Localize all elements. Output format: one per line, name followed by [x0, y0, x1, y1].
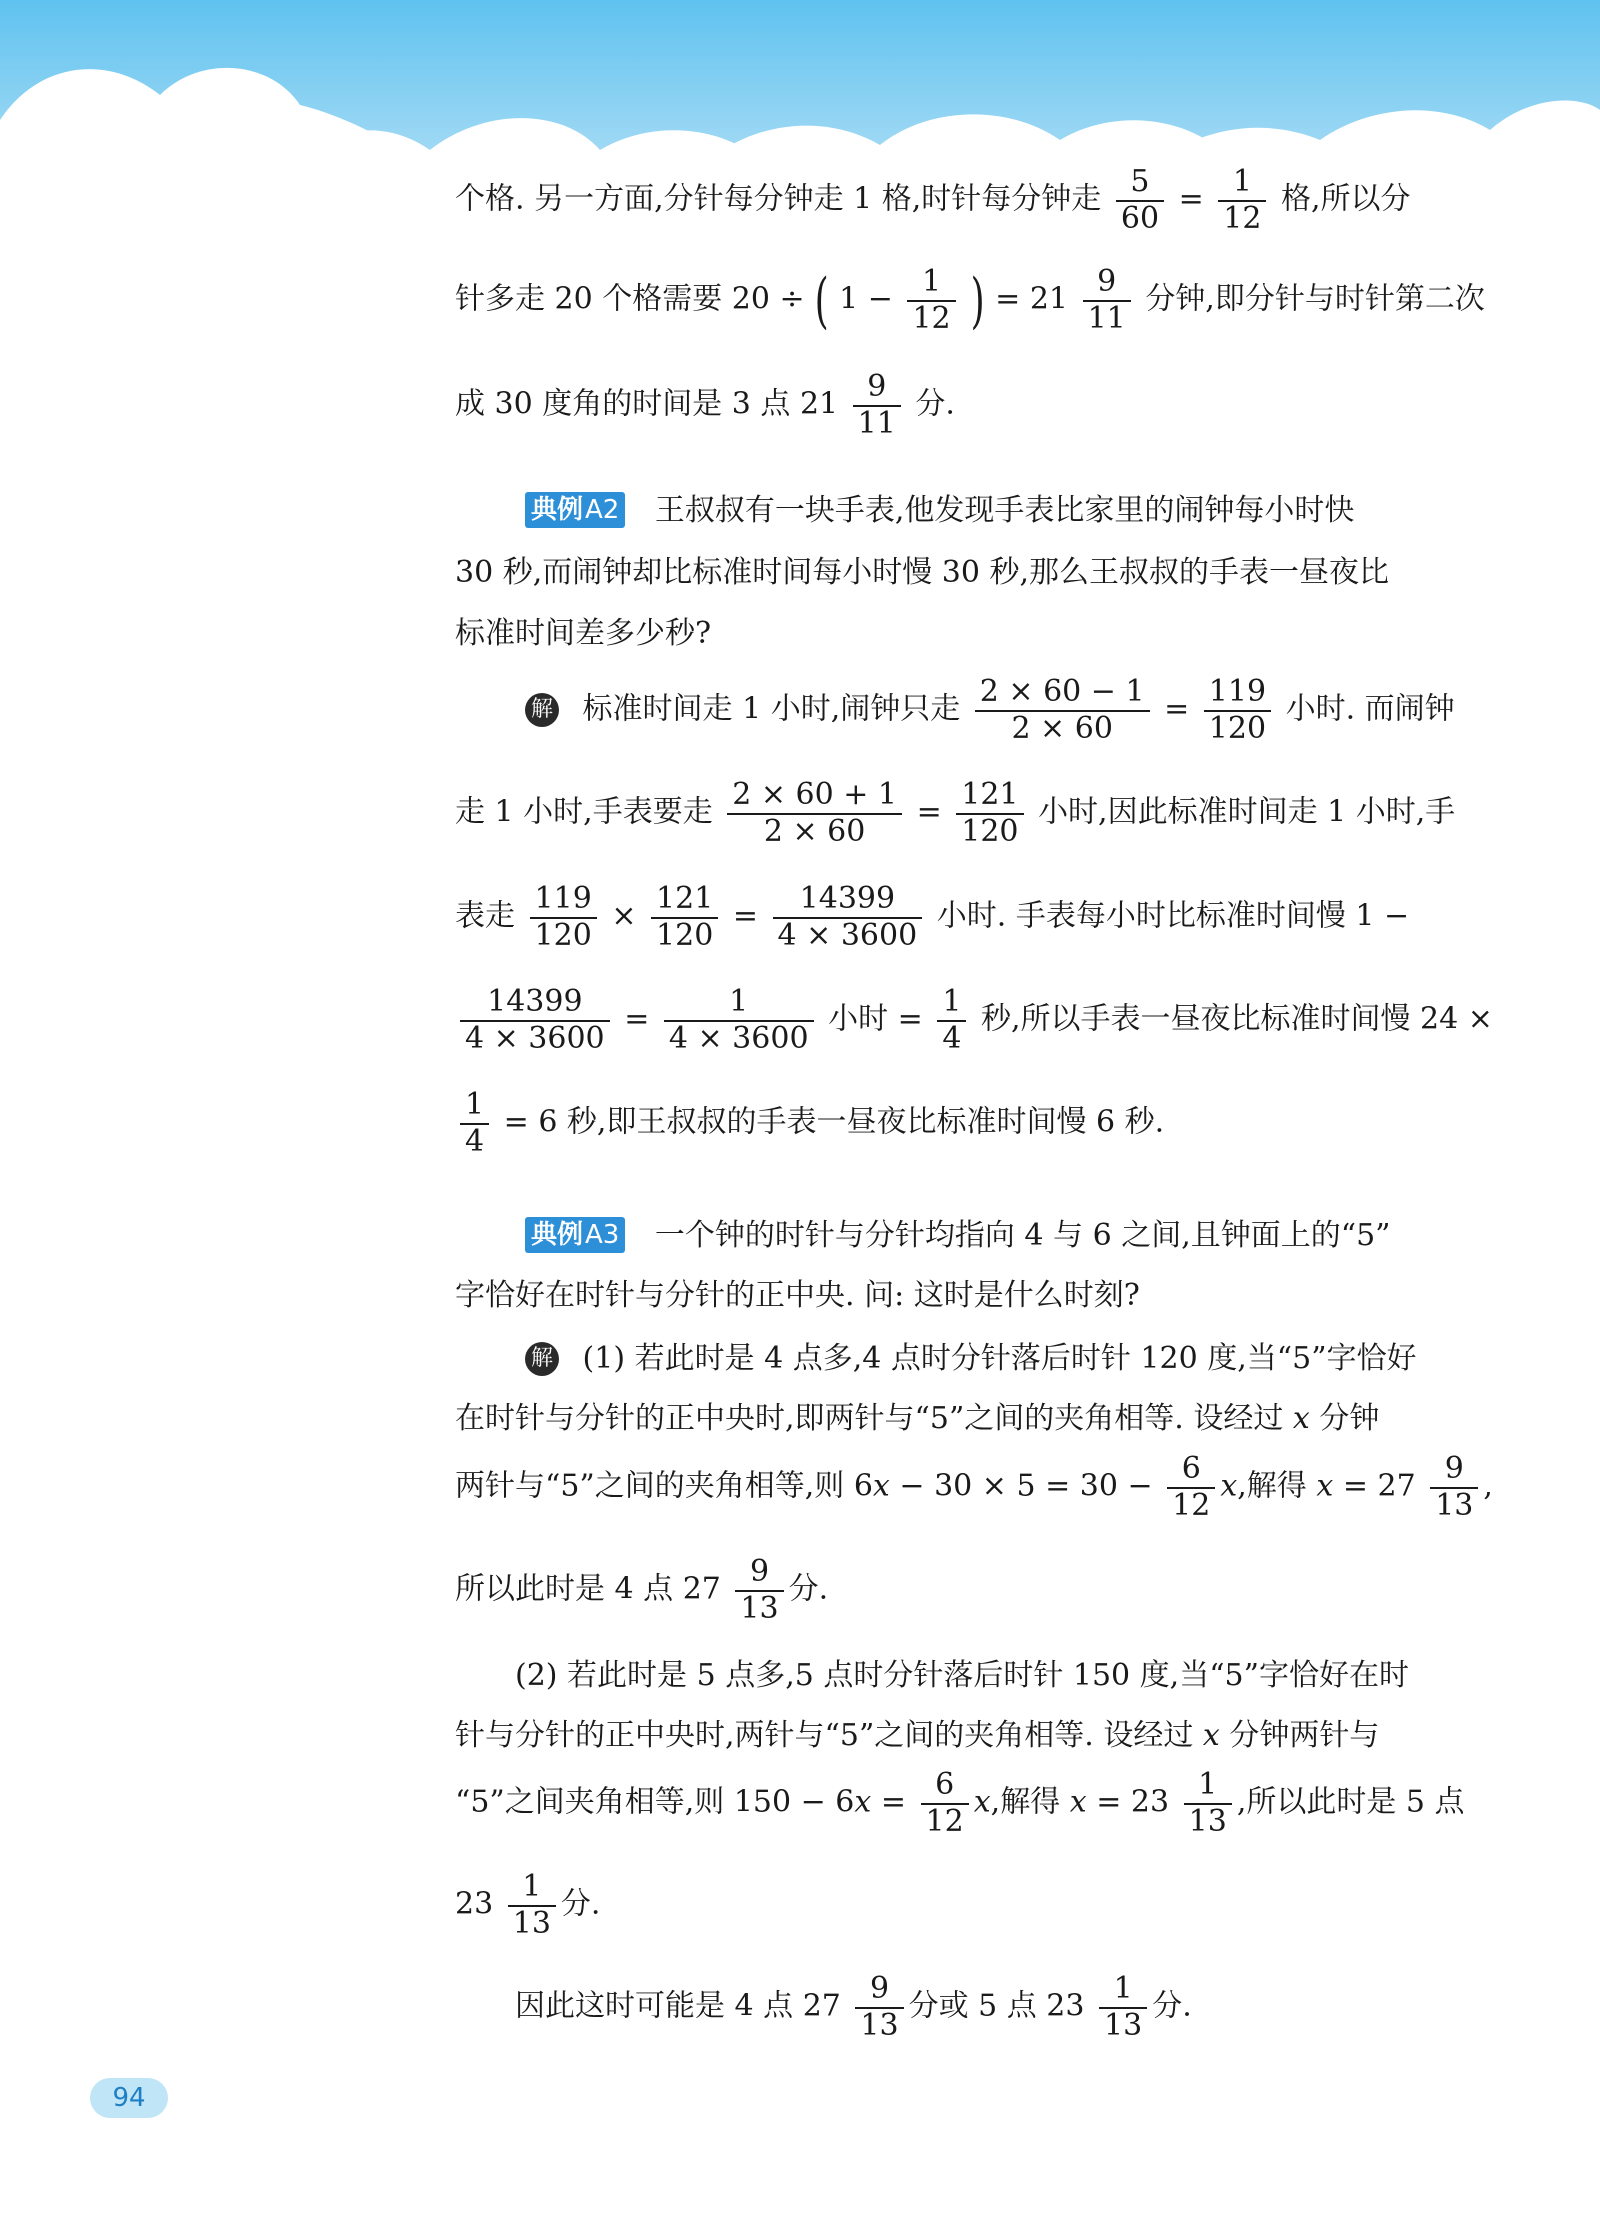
example-a2-solution-line-2: [455, 778, 1455, 849]
text: ,解得: [1237, 1468, 1307, 1504]
example-tag: [525, 1217, 625, 1253]
operator: ×: [611, 898, 637, 934]
text: 分或 5 点 23: [908, 1988, 1085, 2024]
numerator: 1: [1184, 1768, 1232, 1805]
numerator: 121: [651, 882, 718, 919]
example-tag-label: 典例: [531, 495, 584, 525]
numerator: 1: [907, 265, 955, 302]
numerator: 9: [853, 370, 901, 407]
text: 分.: [915, 386, 955, 422]
example-tag-code: A2: [585, 495, 620, 525]
fraction: [727, 778, 902, 849]
example-a2-solution-line-5: [455, 1088, 1164, 1159]
example-a2-solution-line-4: [455, 985, 1493, 1056]
example-a3-case2-line-2: [455, 1710, 1379, 1754]
fraction: [956, 778, 1023, 849]
example-tag-label: 典例: [531, 1220, 584, 1250]
operator: =: [1178, 181, 1204, 217]
numerator: 6: [1167, 1452, 1215, 1489]
denominator: 13: [860, 2007, 899, 2043]
text: = 21: [995, 281, 1069, 317]
text: 23: [455, 1886, 494, 1922]
denominator: 13: [512, 1905, 551, 1941]
denominator: 4: [942, 1020, 962, 1056]
solution-icon: 解: [525, 1342, 559, 1376]
numerator: 14399: [460, 985, 610, 1022]
example-a3-question-line-2: [455, 1270, 1140, 1314]
numerator: 1: [1218, 165, 1266, 202]
example-a3-case1-line-4: [455, 1555, 828, 1626]
fraction: [664, 985, 814, 1056]
fraction: [508, 1870, 556, 1941]
text: 成 30 度角的时间是 3 点 21: [455, 386, 839, 422]
numerator: 1: [1099, 1972, 1147, 2009]
text: 小时 =: [828, 1001, 923, 1037]
numerator: 119: [530, 882, 597, 919]
denominator: 13: [1104, 2007, 1143, 2043]
fraction: [460, 1088, 489, 1159]
numerator: 9: [1430, 1452, 1478, 1489]
text: 分钟: [1319, 1401, 1380, 1436]
text: 分钟,即分针与时针第二次: [1145, 281, 1485, 317]
denominator: 4: [465, 1123, 485, 1159]
example-a2-solution-line-1: [525, 675, 1455, 746]
text: 小时. 而闹钟: [1285, 691, 1455, 727]
text: 针与分针的正中央时,两针与“5”之间的夹角相等. 设经过: [455, 1718, 1194, 1753]
denominator: 11: [1087, 300, 1126, 336]
p1-line-1: [455, 165, 1411, 236]
numerator: 1: [664, 985, 814, 1022]
text: 小时. 手表每小时比标准时间慢 1 −: [936, 898, 1410, 934]
text: 在时针与分针的正中央时,即两针与“5”之间的夹角相等. 设经过: [455, 1401, 1284, 1436]
text: 30 秒,而闹钟却比标准时间每小时慢 30 秒,那么王叔叔的手表一昼夜比: [455, 555, 1390, 590]
variable-x: x: [1202, 1718, 1220, 1753]
text: 走 1 小时,手表要走: [455, 794, 713, 830]
text: 个格. 另一方面,分针每分钟走 1 格,时针每分钟走: [455, 181, 1102, 217]
variable-x: x: [973, 1784, 991, 1820]
text: 王叔叔有一块手表,他发现手表比家里的闹钟每小时快: [654, 493, 1355, 528]
variable-x: x: [854, 1784, 872, 1820]
variable-x: x: [872, 1468, 890, 1504]
text: ,: [1483, 1468, 1493, 1504]
denominator: 11: [857, 405, 896, 441]
text: 分.: [560, 1886, 601, 1922]
denominator: 4 × 3600: [465, 1020, 605, 1056]
operator: =: [1164, 691, 1190, 727]
fraction: [855, 1972, 903, 2043]
solution-icon: 解: [525, 693, 559, 727]
example-a3-question-line-1: [525, 1210, 1391, 1254]
fraction: [1218, 165, 1266, 236]
page-number: 94: [90, 2078, 168, 2118]
example-a3-case1-line-1: [525, 1333, 1417, 1377]
text: = 23: [1096, 1784, 1170, 1820]
denominator: 13: [1188, 1803, 1227, 1839]
fraction: [1099, 1972, 1147, 2043]
variable-x: x: [1292, 1401, 1310, 1436]
example-a3-case1-line-3: [455, 1452, 1493, 1523]
numerator: 1: [937, 985, 966, 1022]
fraction: [1167, 1452, 1215, 1523]
fraction: [651, 882, 718, 953]
text: 格,所以分: [1281, 181, 1411, 217]
numerator: 1: [508, 1870, 556, 1907]
numerator: 121: [956, 778, 1023, 815]
example-a2-question-line-2: [455, 547, 1389, 591]
text: 表走: [455, 898, 515, 934]
text: 两针与“5”之间的夹角相等,则 6: [455, 1468, 873, 1504]
fraction: [921, 1768, 969, 1839]
variable-x: x: [1069, 1784, 1087, 1820]
numerator: 5: [1116, 165, 1164, 202]
fraction: [735, 1555, 783, 1626]
text: =: [880, 1784, 906, 1820]
text: 分钟两针与: [1229, 1718, 1380, 1753]
text: “5”之间夹角相等,则 150 − 6: [455, 1784, 855, 1820]
sky-cloud-header: [0, 0, 1600, 170]
denominator: 60: [1120, 200, 1160, 236]
fraction: [1184, 1768, 1232, 1839]
fraction: [853, 370, 901, 441]
fraction: [773, 882, 923, 953]
denominator: 4 × 3600: [668, 1020, 809, 1056]
fraction: [1430, 1452, 1478, 1523]
text: 针多走 20 个格需要 20 ÷: [455, 281, 805, 317]
numerator: 2 × 60 − 1: [975, 675, 1150, 712]
denominator: 12: [925, 1803, 964, 1839]
fraction: [460, 985, 610, 1056]
text: 1 −: [839, 281, 893, 317]
example-a2-solution-line-3: [455, 882, 1409, 953]
numerator: 9: [1083, 265, 1131, 302]
denominator: 12: [912, 300, 951, 336]
text: 分.: [788, 1571, 829, 1607]
fraction: [937, 985, 966, 1056]
denominator: 2 × 60: [1011, 710, 1113, 746]
text: = 6 秒,即王叔叔的手表一昼夜比标准时间慢 6 秒.: [503, 1104, 1165, 1140]
text: 因此这时可能是 4 点 27: [515, 1988, 841, 2024]
fraction: [1204, 675, 1271, 746]
text: 标准时间差多少秒?: [455, 616, 712, 651]
text: = 27: [1342, 1468, 1416, 1504]
text: 标准时间走 1 小时,闹钟只走: [582, 691, 961, 727]
right-paren: ): [970, 265, 985, 336]
example-a3-conclusion: [515, 1972, 1192, 2043]
fraction: [530, 882, 597, 953]
text: 小时,因此标准时间走 1 小时,手: [1038, 794, 1456, 830]
fraction: [1083, 265, 1131, 336]
text: 所以此时是 4 点 27: [455, 1571, 721, 1607]
text: (1) 若此时是 4 点多,4 点时分针落后时针 120 度,当“5”字恰好: [582, 1341, 1417, 1376]
denominator: 120: [1208, 710, 1267, 746]
example-a2-question-line-3: [455, 608, 711, 652]
text: ,解得: [990, 1784, 1061, 1820]
numerator: 9: [735, 1555, 783, 1592]
example-a3-case2-line-4: [455, 1870, 600, 1941]
operator: =: [624, 1001, 650, 1037]
variable-x: x: [1316, 1468, 1334, 1504]
text: − 30 × 5 = 30 −: [899, 1468, 1153, 1504]
text: 字恰好在时针与分针的正中央. 问: 这时是什么时刻?: [455, 1278, 1140, 1313]
example-tag-code: A3: [585, 1220, 620, 1250]
numerator: 2 × 60 + 1: [727, 778, 902, 815]
denominator: 120: [656, 917, 714, 953]
denominator: 13: [1435, 1487, 1474, 1523]
example-a2-question-line-1: [525, 485, 1354, 529]
variable-x: x: [1220, 1468, 1238, 1504]
example-tag: [525, 492, 625, 528]
example-a3-case2-line-1: [515, 1650, 1409, 1694]
text: ,所以此时是 5 点: [1236, 1784, 1465, 1820]
denominator: 4 × 3600: [777, 917, 918, 953]
numerator: 119: [1204, 675, 1271, 712]
p1-line-2: [455, 265, 1485, 336]
text: (2) 若此时是 5 点多,5 点时分针落后时针 150 度,当“5”字恰好在时: [515, 1658, 1409, 1693]
denominator: 2 × 60: [763, 813, 866, 849]
fraction: [907, 265, 955, 336]
denominator: 120: [534, 917, 592, 953]
denominator: 12: [1223, 200, 1262, 236]
p1-line-3: [455, 370, 955, 441]
numerator: 6: [921, 1768, 969, 1805]
denominator: 12: [1172, 1487, 1211, 1523]
text: 分.: [1152, 1988, 1192, 2024]
fraction: [1116, 165, 1164, 236]
text: 一个钟的时针与分针均指向 4 与 6 之间,且钟面上的“5”: [654, 1218, 1391, 1253]
numerator: 1: [460, 1088, 489, 1125]
operator: =: [732, 898, 758, 934]
numerator: 14399: [773, 882, 923, 919]
fraction: [975, 675, 1150, 746]
numerator: 9: [855, 1972, 903, 2009]
left-paren: (: [814, 265, 829, 336]
denominator: 13: [740, 1590, 779, 1626]
example-a3-case2-line-3: [455, 1768, 1465, 1839]
denominator: 120: [961, 813, 1019, 849]
operator: =: [916, 794, 942, 830]
text: 秒,所以手表一昼夜比标准时间慢 24 ×: [980, 1001, 1493, 1037]
example-a3-case1-line-2: [455, 1393, 1379, 1437]
